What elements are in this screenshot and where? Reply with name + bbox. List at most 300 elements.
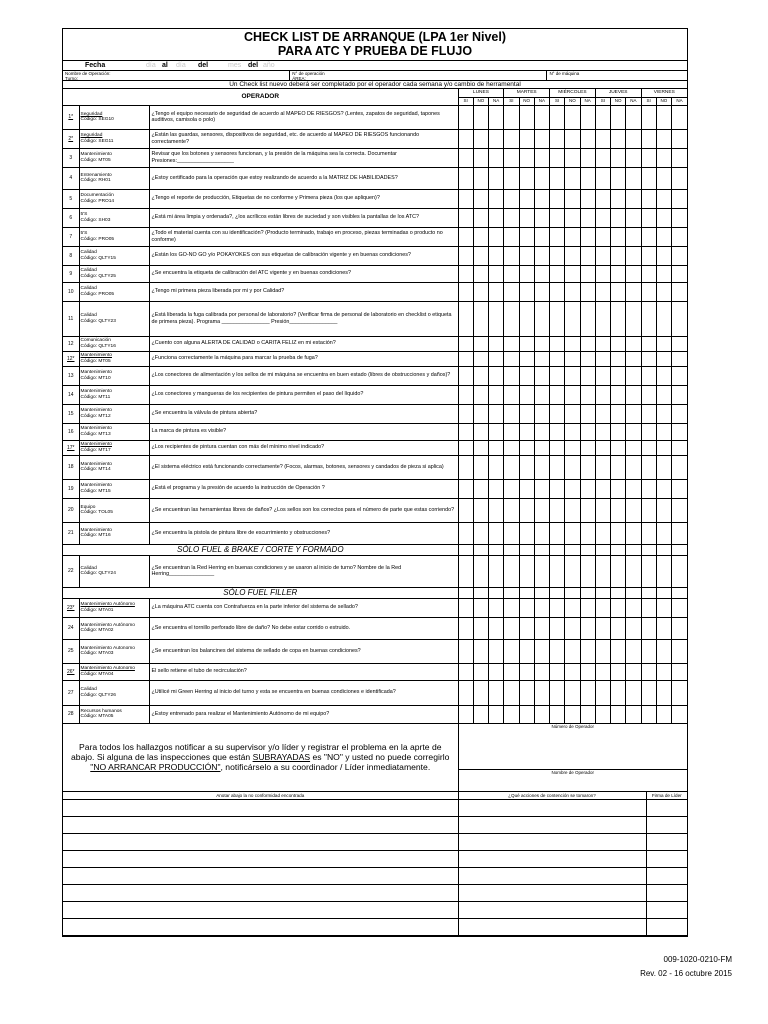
answer-checkbox-cell[interactable]: [534, 705, 549, 723]
answer-checkbox-cell[interactable]: [672, 227, 687, 246]
answer-checkbox-cell[interactable]: [458, 705, 473, 723]
answer-checkbox-cell[interactable]: [595, 351, 610, 366]
answer-checkbox-cell[interactable]: [519, 663, 534, 680]
answer-checkbox-cell[interactable]: [519, 479, 534, 498]
answer-checkbox-cell[interactable]: [519, 189, 534, 208]
answer-checkbox-cell[interactable]: [595, 208, 610, 227]
answer-checkbox-cell[interactable]: [672, 680, 687, 705]
answer-checkbox-cell[interactable]: [565, 522, 580, 544]
log-entry-cell[interactable]: [63, 884, 458, 901]
answer-checkbox-cell[interactable]: [489, 680, 504, 705]
answer-checkbox-cell[interactable]: [473, 129, 488, 148]
answer-checkbox-cell[interactable]: [672, 479, 687, 498]
answer-checkbox-cell[interactable]: [504, 639, 519, 663]
answer-checkbox-cell[interactable]: [611, 680, 626, 705]
answer-checkbox-cell[interactable]: [595, 148, 610, 167]
answer-checkbox-cell[interactable]: [565, 498, 580, 522]
answer-checkbox-cell[interactable]: [580, 455, 595, 479]
answer-checkbox-cell[interactable]: [565, 189, 580, 208]
answer-checkbox-cell[interactable]: [580, 246, 595, 265]
answer-checkbox-cell[interactable]: [504, 351, 519, 366]
answer-checkbox-cell[interactable]: [473, 366, 488, 385]
answer-checkbox-cell[interactable]: [534, 522, 549, 544]
answer-checkbox-cell[interactable]: [672, 522, 687, 544]
answer-checkbox-cell[interactable]: [550, 129, 565, 148]
answer-checkbox-cell[interactable]: [672, 366, 687, 385]
answer-checkbox-cell[interactable]: [611, 282, 626, 301]
fecha-day-2[interactable]: día: [176, 62, 186, 69]
answer-checkbox-cell[interactable]: [489, 705, 504, 723]
answer-checkbox-cell[interactable]: [641, 227, 656, 246]
answer-checkbox-cell[interactable]: [626, 440, 641, 455]
answer-checkbox-cell[interactable]: [489, 265, 504, 282]
answer-checkbox-cell[interactable]: [504, 385, 519, 404]
answer-checkbox-cell[interactable]: [458, 282, 473, 301]
answer-checkbox-cell[interactable]: [580, 598, 595, 617]
answer-checkbox-cell[interactable]: [550, 617, 565, 639]
answer-checkbox-cell[interactable]: [489, 455, 504, 479]
answer-checkbox-cell[interactable]: [550, 351, 565, 366]
answer-checkbox-cell[interactable]: [504, 336, 519, 351]
log-entry-cell[interactable]: [646, 799, 687, 816]
answer-checkbox-cell[interactable]: [626, 366, 641, 385]
answer-checkbox-cell[interactable]: [473, 336, 488, 351]
answer-checkbox-cell[interactable]: [611, 598, 626, 617]
answer-checkbox-cell[interactable]: [534, 167, 549, 189]
answer-checkbox-cell[interactable]: [504, 498, 519, 522]
answer-checkbox-cell[interactable]: [641, 663, 656, 680]
answer-checkbox-cell[interactable]: [656, 301, 671, 336]
answer-checkbox-cell[interactable]: [656, 555, 671, 587]
answer-checkbox-cell[interactable]: [626, 227, 641, 246]
answer-checkbox-cell[interactable]: [580, 351, 595, 366]
answer-checkbox-cell[interactable]: [473, 246, 488, 265]
answer-checkbox-cell[interactable]: [534, 366, 549, 385]
answer-checkbox-cell[interactable]: [504, 598, 519, 617]
answer-checkbox-cell[interactable]: [489, 351, 504, 366]
log-entry-cell[interactable]: [63, 867, 458, 884]
fecha-day-1[interactable]: día: [146, 62, 156, 69]
answer-checkbox-cell[interactable]: [473, 282, 488, 301]
answer-checkbox-cell[interactable]: [550, 208, 565, 227]
answer-checkbox-cell[interactable]: [565, 301, 580, 336]
answer-checkbox-cell[interactable]: [626, 385, 641, 404]
answer-checkbox-cell[interactable]: [519, 351, 534, 366]
answer-checkbox-cell[interactable]: [565, 105, 580, 129]
answer-checkbox-cell[interactable]: [656, 336, 671, 351]
answer-checkbox-cell[interactable]: [611, 246, 626, 265]
answer-checkbox-cell[interactable]: [550, 301, 565, 336]
answer-checkbox-cell[interactable]: [626, 129, 641, 148]
answer-checkbox-cell[interactable]: [672, 148, 687, 167]
answer-checkbox-cell[interactable]: [489, 404, 504, 423]
answer-checkbox-cell[interactable]: [672, 208, 687, 227]
answer-checkbox-cell[interactable]: [519, 555, 534, 587]
answer-checkbox-cell[interactable]: [656, 440, 671, 455]
answer-checkbox-cell[interactable]: [519, 366, 534, 385]
answer-checkbox-cell[interactable]: [672, 440, 687, 455]
answer-checkbox-cell[interactable]: [595, 423, 610, 440]
answer-checkbox-cell[interactable]: [534, 639, 549, 663]
answer-checkbox-cell[interactable]: [504, 105, 519, 129]
answer-checkbox-cell[interactable]: [534, 617, 549, 639]
answer-checkbox-cell[interactable]: [672, 105, 687, 129]
answer-checkbox-cell[interactable]: [595, 129, 610, 148]
answer-checkbox-cell[interactable]: [565, 385, 580, 404]
answer-checkbox-cell[interactable]: [611, 148, 626, 167]
answer-checkbox-cell[interactable]: [489, 282, 504, 301]
answer-checkbox-cell[interactable]: [580, 282, 595, 301]
answer-checkbox-cell[interactable]: [534, 440, 549, 455]
answer-checkbox-cell[interactable]: [641, 440, 656, 455]
answer-checkbox-cell[interactable]: [672, 167, 687, 189]
answer-checkbox-cell[interactable]: [626, 423, 641, 440]
answer-checkbox-cell[interactable]: [534, 385, 549, 404]
fecha-month[interactable]: mes: [228, 62, 242, 69]
answer-checkbox-cell[interactable]: [519, 522, 534, 544]
answer-checkbox-cell[interactable]: [504, 617, 519, 639]
answer-checkbox-cell[interactable]: [565, 246, 580, 265]
log-entry-cell[interactable]: [646, 901, 687, 918]
answer-checkbox-cell[interactable]: [580, 148, 595, 167]
answer-checkbox-cell[interactable]: [473, 227, 488, 246]
answer-checkbox-cell[interactable]: [626, 148, 641, 167]
answer-checkbox-cell[interactable]: [565, 336, 580, 351]
answer-checkbox-cell[interactable]: [534, 246, 549, 265]
answer-checkbox-cell[interactable]: [641, 705, 656, 723]
answer-checkbox-cell[interactable]: [489, 617, 504, 639]
answer-checkbox-cell[interactable]: [580, 423, 595, 440]
answer-checkbox-cell[interactable]: [504, 522, 519, 544]
answer-checkbox-cell[interactable]: [458, 167, 473, 189]
answer-checkbox-cell[interactable]: [565, 167, 580, 189]
answer-checkbox-cell[interactable]: [489, 129, 504, 148]
answer-checkbox-cell[interactable]: [473, 498, 488, 522]
log-entry-cell[interactable]: [646, 833, 687, 850]
answer-checkbox-cell[interactable]: [611, 105, 626, 129]
answer-checkbox-cell[interactable]: [672, 498, 687, 522]
answer-checkbox-cell[interactable]: [550, 227, 565, 246]
answer-checkbox-cell[interactable]: [550, 663, 565, 680]
answer-checkbox-cell[interactable]: [656, 639, 671, 663]
answer-checkbox-cell[interactable]: [550, 148, 565, 167]
answer-checkbox-cell[interactable]: [641, 208, 656, 227]
answer-checkbox-cell[interactable]: [473, 189, 488, 208]
answer-checkbox-cell[interactable]: [458, 105, 473, 129]
answer-checkbox-cell[interactable]: [534, 336, 549, 351]
answer-checkbox-cell[interactable]: [641, 301, 656, 336]
answer-checkbox-cell[interactable]: [489, 639, 504, 663]
answer-checkbox-cell[interactable]: [672, 555, 687, 587]
answer-checkbox-cell[interactable]: [458, 208, 473, 227]
answer-checkbox-cell[interactable]: [595, 617, 610, 639]
answer-checkbox-cell[interactable]: [550, 265, 565, 282]
answer-checkbox-cell[interactable]: [626, 246, 641, 265]
answer-checkbox-cell[interactable]: [534, 663, 549, 680]
operation-number-field[interactable]: [290, 71, 547, 80]
answer-checkbox-cell[interactable]: [504, 167, 519, 189]
answer-checkbox-cell[interactable]: [641, 598, 656, 617]
answer-checkbox-cell[interactable]: [580, 301, 595, 336]
answer-checkbox-cell[interactable]: [458, 129, 473, 148]
answer-checkbox-cell[interactable]: [519, 440, 534, 455]
answer-checkbox-cell[interactable]: [672, 129, 687, 148]
answer-checkbox-cell[interactable]: [458, 617, 473, 639]
answer-checkbox-cell[interactable]: [656, 366, 671, 385]
answer-checkbox-cell[interactable]: [595, 167, 610, 189]
answer-checkbox-cell[interactable]: [626, 522, 641, 544]
answer-checkbox-cell[interactable]: [550, 479, 565, 498]
answer-checkbox-cell[interactable]: [595, 598, 610, 617]
answer-checkbox-cell[interactable]: [626, 282, 641, 301]
answer-checkbox-cell[interactable]: [595, 227, 610, 246]
answer-checkbox-cell[interactable]: [534, 479, 549, 498]
answer-checkbox-cell[interactable]: [580, 129, 595, 148]
answer-checkbox-cell[interactable]: [458, 227, 473, 246]
answer-checkbox-cell[interactable]: [473, 617, 488, 639]
answer-checkbox-cell[interactable]: [458, 498, 473, 522]
answer-checkbox-cell[interactable]: [473, 265, 488, 282]
answer-checkbox-cell[interactable]: [580, 385, 595, 404]
answer-checkbox-cell[interactable]: [595, 105, 610, 129]
log-entry-cell[interactable]: [646, 867, 687, 884]
answer-checkbox-cell[interactable]: [550, 498, 565, 522]
fecha-year[interactable]: año: [263, 62, 275, 69]
answer-checkbox-cell[interactable]: [611, 440, 626, 455]
answer-checkbox-cell[interactable]: [473, 351, 488, 366]
answer-checkbox-cell[interactable]: [489, 148, 504, 167]
answer-checkbox-cell[interactable]: [565, 663, 580, 680]
answer-checkbox-cell[interactable]: [519, 148, 534, 167]
answer-checkbox-cell[interactable]: [656, 385, 671, 404]
answer-checkbox-cell[interactable]: [595, 680, 610, 705]
answer-checkbox-cell[interactable]: [550, 705, 565, 723]
answer-checkbox-cell[interactable]: [672, 351, 687, 366]
answer-checkbox-cell[interactable]: [550, 598, 565, 617]
answer-checkbox-cell[interactable]: [458, 555, 473, 587]
answer-checkbox-cell[interactable]: [656, 208, 671, 227]
answer-checkbox-cell[interactable]: [641, 498, 656, 522]
answer-checkbox-cell[interactable]: [672, 301, 687, 336]
answer-checkbox-cell[interactable]: [626, 301, 641, 336]
answer-checkbox-cell[interactable]: [611, 351, 626, 366]
answer-checkbox-cell[interactable]: [565, 705, 580, 723]
answer-checkbox-cell[interactable]: [519, 617, 534, 639]
answer-checkbox-cell[interactable]: [489, 663, 504, 680]
answer-checkbox-cell[interactable]: [565, 555, 580, 587]
answer-checkbox-cell[interactable]: [611, 639, 626, 663]
answer-checkbox-cell[interactable]: [641, 522, 656, 544]
answer-checkbox-cell[interactable]: [595, 404, 610, 423]
answer-checkbox-cell[interactable]: [458, 455, 473, 479]
answer-checkbox-cell[interactable]: [489, 189, 504, 208]
answer-checkbox-cell[interactable]: [626, 404, 641, 423]
answer-checkbox-cell[interactable]: [626, 598, 641, 617]
answer-checkbox-cell[interactable]: [626, 705, 641, 723]
answer-checkbox-cell[interactable]: [595, 498, 610, 522]
answer-checkbox-cell[interactable]: [504, 208, 519, 227]
answer-checkbox-cell[interactable]: [565, 680, 580, 705]
answer-checkbox-cell[interactable]: [595, 282, 610, 301]
answer-checkbox-cell[interactable]: [458, 189, 473, 208]
answer-checkbox-cell[interactable]: [611, 366, 626, 385]
answer-checkbox-cell[interactable]: [565, 479, 580, 498]
operator-name-cell[interactable]: [458, 770, 687, 792]
answer-checkbox-cell[interactable]: [504, 455, 519, 479]
answer-checkbox-cell[interactable]: [504, 129, 519, 148]
answer-checkbox-cell[interactable]: [611, 189, 626, 208]
answer-checkbox-cell[interactable]: [519, 208, 534, 227]
answer-checkbox-cell[interactable]: [656, 189, 671, 208]
answer-checkbox-cell[interactable]: [672, 336, 687, 351]
answer-checkbox-cell[interactable]: [580, 189, 595, 208]
answer-checkbox-cell[interactable]: [473, 440, 488, 455]
answer-checkbox-cell[interactable]: [580, 479, 595, 498]
answer-checkbox-cell[interactable]: [504, 479, 519, 498]
answer-checkbox-cell[interactable]: [519, 385, 534, 404]
answer-checkbox-cell[interactable]: [550, 440, 565, 455]
answer-checkbox-cell[interactable]: [534, 498, 549, 522]
answer-checkbox-cell[interactable]: [611, 265, 626, 282]
answer-checkbox-cell[interactable]: [519, 282, 534, 301]
answer-checkbox-cell[interactable]: [672, 663, 687, 680]
answer-checkbox-cell[interactable]: [656, 282, 671, 301]
answer-checkbox-cell[interactable]: [595, 189, 610, 208]
answer-checkbox-cell[interactable]: [473, 404, 488, 423]
answer-checkbox-cell[interactable]: [534, 598, 549, 617]
log-entry-cell[interactable]: [63, 816, 458, 833]
answer-checkbox-cell[interactable]: [641, 617, 656, 639]
answer-checkbox-cell[interactable]: [641, 351, 656, 366]
answer-checkbox-cell[interactable]: [641, 189, 656, 208]
answer-checkbox-cell[interactable]: [565, 282, 580, 301]
answer-checkbox-cell[interactable]: [519, 336, 534, 351]
answer-checkbox-cell[interactable]: [580, 167, 595, 189]
answer-checkbox-cell[interactable]: [641, 555, 656, 587]
answer-checkbox-cell[interactable]: [473, 385, 488, 404]
answer-checkbox-cell[interactable]: [656, 598, 671, 617]
answer-checkbox-cell[interactable]: [580, 208, 595, 227]
answer-checkbox-cell[interactable]: [534, 189, 549, 208]
answer-checkbox-cell[interactable]: [519, 265, 534, 282]
answer-checkbox-cell[interactable]: [489, 227, 504, 246]
answer-checkbox-cell[interactable]: [611, 705, 626, 723]
answer-checkbox-cell[interactable]: [626, 455, 641, 479]
answer-checkbox-cell[interactable]: [656, 680, 671, 705]
answer-checkbox-cell[interactable]: [504, 555, 519, 587]
answer-checkbox-cell[interactable]: [641, 423, 656, 440]
answer-checkbox-cell[interactable]: [473, 639, 488, 663]
answer-checkbox-cell[interactable]: [626, 351, 641, 366]
answer-checkbox-cell[interactable]: [641, 282, 656, 301]
answer-checkbox-cell[interactable]: [595, 385, 610, 404]
answer-checkbox-cell[interactable]: [611, 663, 626, 680]
answer-checkbox-cell[interactable]: [611, 617, 626, 639]
answer-checkbox-cell[interactable]: [641, 246, 656, 265]
answer-checkbox-cell[interactable]: [611, 208, 626, 227]
answer-checkbox-cell[interactable]: [550, 423, 565, 440]
answer-checkbox-cell[interactable]: [656, 663, 671, 680]
machine-number-field[interactable]: [547, 71, 687, 80]
answer-checkbox-cell[interactable]: [672, 455, 687, 479]
answer-checkbox-cell[interactable]: [641, 336, 656, 351]
answer-checkbox-cell[interactable]: [473, 423, 488, 440]
answer-checkbox-cell[interactable]: [672, 265, 687, 282]
answer-checkbox-cell[interactable]: [672, 385, 687, 404]
answer-checkbox-cell[interactable]: [565, 227, 580, 246]
answer-checkbox-cell[interactable]: [595, 663, 610, 680]
answer-checkbox-cell[interactable]: [580, 404, 595, 423]
answer-checkbox-cell[interactable]: [473, 208, 488, 227]
answer-checkbox-cell[interactable]: [550, 555, 565, 587]
answer-checkbox-cell[interactable]: [565, 129, 580, 148]
answer-checkbox-cell[interactable]: [626, 167, 641, 189]
answer-checkbox-cell[interactable]: [580, 265, 595, 282]
answer-checkbox-cell[interactable]: [504, 423, 519, 440]
answer-checkbox-cell[interactable]: [611, 129, 626, 148]
answer-checkbox-cell[interactable]: [504, 705, 519, 723]
answer-checkbox-cell[interactable]: [565, 455, 580, 479]
answer-checkbox-cell[interactable]: [534, 351, 549, 366]
answer-checkbox-cell[interactable]: [656, 705, 671, 723]
log-entry-cell[interactable]: [63, 918, 458, 935]
answer-checkbox-cell[interactable]: [611, 479, 626, 498]
answer-checkbox-cell[interactable]: [565, 366, 580, 385]
answer-checkbox-cell[interactable]: [595, 705, 610, 723]
answer-checkbox-cell[interactable]: [534, 148, 549, 167]
answer-checkbox-cell[interactable]: [580, 336, 595, 351]
answer-checkbox-cell[interactable]: [458, 301, 473, 336]
answer-checkbox-cell[interactable]: [473, 105, 488, 129]
log-entry-cell[interactable]: [458, 918, 646, 935]
answer-checkbox-cell[interactable]: [458, 479, 473, 498]
answer-checkbox-cell[interactable]: [595, 301, 610, 336]
answer-checkbox-cell[interactable]: [458, 366, 473, 385]
answer-checkbox-cell[interactable]: [580, 680, 595, 705]
answer-checkbox-cell[interactable]: [656, 351, 671, 366]
answer-checkbox-cell[interactable]: [656, 246, 671, 265]
answer-checkbox-cell[interactable]: [550, 282, 565, 301]
answer-checkbox-cell[interactable]: [458, 336, 473, 351]
answer-checkbox-cell[interactable]: [519, 105, 534, 129]
log-entry-cell[interactable]: [458, 799, 646, 816]
answer-checkbox-cell[interactable]: [565, 404, 580, 423]
answer-checkbox-cell[interactable]: [534, 680, 549, 705]
answer-checkbox-cell[interactable]: [611, 167, 626, 189]
answer-checkbox-cell[interactable]: [489, 440, 504, 455]
answer-checkbox-cell[interactable]: [626, 498, 641, 522]
answer-checkbox-cell[interactable]: [595, 265, 610, 282]
answer-checkbox-cell[interactable]: [672, 246, 687, 265]
log-entry-cell[interactable]: [63, 901, 458, 918]
answer-checkbox-cell[interactable]: [473, 555, 488, 587]
answer-checkbox-cell[interactable]: [504, 227, 519, 246]
answer-checkbox-cell[interactable]: [672, 598, 687, 617]
answer-checkbox-cell[interactable]: [672, 639, 687, 663]
answer-checkbox-cell[interactable]: [641, 385, 656, 404]
answer-checkbox-cell[interactable]: [656, 265, 671, 282]
answer-checkbox-cell[interactable]: [611, 227, 626, 246]
answer-checkbox-cell[interactable]: [550, 385, 565, 404]
answer-checkbox-cell[interactable]: [550, 404, 565, 423]
answer-checkbox-cell[interactable]: [534, 265, 549, 282]
answer-checkbox-cell[interactable]: [565, 423, 580, 440]
answer-checkbox-cell[interactable]: [519, 498, 534, 522]
answer-checkbox-cell[interactable]: [473, 705, 488, 723]
answer-checkbox-cell[interactable]: [519, 455, 534, 479]
answer-checkbox-cell[interactable]: [626, 479, 641, 498]
answer-checkbox-cell[interactable]: [595, 336, 610, 351]
